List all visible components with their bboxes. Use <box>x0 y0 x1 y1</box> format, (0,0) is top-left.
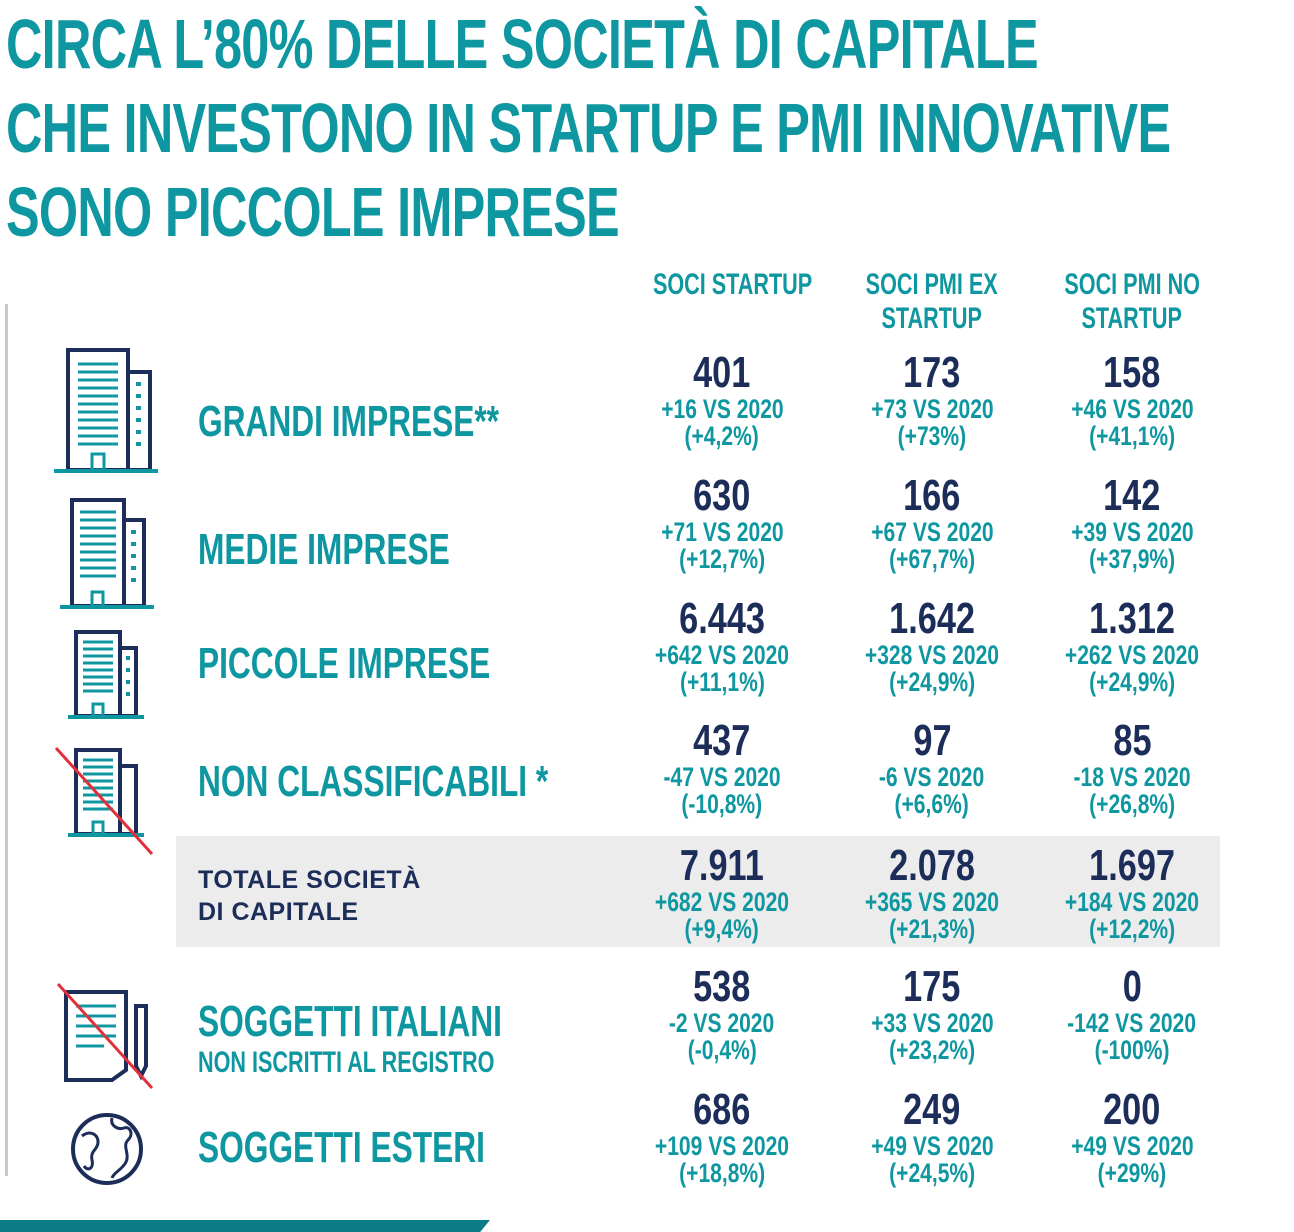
cell-pct: (+4,2%) <box>684 421 760 451</box>
cell-value: 538 <box>693 962 751 1011</box>
cell-non_class-col2 <box>822 718 1042 818</box>
cell-totale-col3 <box>1022 843 1242 943</box>
cell-value: 1.697 <box>1089 841 1175 890</box>
cell-change: -142 VS 2020 <box>1067 1008 1197 1038</box>
crossed-document-pen-icon <box>54 980 158 1092</box>
cell-value: 1.642 <box>889 594 975 643</box>
cell-italiani-col2 <box>822 964 1042 1064</box>
column-header-soci-pmi-no-startup: SOCI PMI NO STARTUP <box>1064 268 1200 335</box>
cell-pct: (+6,6%) <box>894 789 970 819</box>
cell-pct: (-0,4%) <box>687 1035 757 1065</box>
cell-change: +46 VS 2020 <box>1070 394 1194 424</box>
cell-esteri-col3 <box>1022 1087 1242 1187</box>
title-line-2: CHE INVESTONO IN STARTUP E PMI INNOVATIVE <box>6 89 1171 167</box>
cell-value: 85 <box>1112 716 1152 765</box>
medium-building-icon <box>58 496 158 612</box>
row-label-medie-imprese: MEDIE IMPRESE <box>198 525 450 574</box>
cell-grandi-col3 <box>1022 350 1242 450</box>
cell-pct: (-100%) <box>1094 1035 1170 1065</box>
cell-grandi-col2 <box>822 350 1042 450</box>
cell-pct: (+67,7%) <box>888 544 976 574</box>
row-label-totale: TOTALE SOCIETÀ DI CAPITALE <box>198 866 421 926</box>
row-label-piccole-imprese: PICCOLE IMPRESE <box>198 639 491 688</box>
cell-totale-col2 <box>822 843 1042 943</box>
cell-piccole-col2 <box>822 596 1042 696</box>
cell-value: 175 <box>903 962 961 1011</box>
row-label-soggetti-esteri: SOGGETTI ESTERI <box>198 1123 485 1172</box>
cell-change: +49 VS 2020 <box>870 1131 994 1161</box>
cell-pct: (-10,8%) <box>681 789 763 819</box>
cell-change: +67 VS 2020 <box>870 517 994 547</box>
bottom-accent-bar <box>0 1220 490 1232</box>
cell-change: +184 VS 2020 <box>1064 887 1200 917</box>
cell-change: +73 VS 2020 <box>870 394 994 424</box>
small-building-icon <box>66 628 148 722</box>
cell-pct: (+26,8%) <box>1088 789 1176 819</box>
page-title <box>6 2 1286 254</box>
left-divider <box>5 304 8 1176</box>
cell-pct: (+11,1%) <box>679 667 765 697</box>
row-sublabel-non-iscritti: NON ISCRITTI AL REGISTRO <box>198 1046 495 1079</box>
cell-pct: (+23,2%) <box>888 1035 976 1065</box>
title-line-3: SONO PICCOLE IMPRESE <box>6 173 619 251</box>
column-header-soci-startup: SOCI STARTUP <box>652 268 813 301</box>
cell-change: +39 VS 2020 <box>1070 517 1194 547</box>
cell-value: 200 <box>1103 1085 1161 1134</box>
cell-non_class-col1 <box>612 718 832 818</box>
cell-italiani-col3 <box>1022 964 1242 1064</box>
cell-value: 97 <box>912 716 952 765</box>
cell-value: 166 <box>903 471 961 520</box>
cell-change: +33 VS 2020 <box>870 1008 994 1038</box>
cell-value: 0 <box>1122 962 1142 1011</box>
cell-change: +682 VS 2020 <box>654 887 790 917</box>
cell-value: 437 <box>693 716 751 765</box>
large-building-icon <box>52 346 162 476</box>
cell-pct: (+24,5%) <box>888 1158 976 1188</box>
cell-medie-col3 <box>1022 473 1242 573</box>
cell-piccole-col3 <box>1022 596 1242 696</box>
cell-value: 401 <box>693 348 751 397</box>
row-label-non-classificabili: NON CLASSIFICABILI * <box>198 757 549 806</box>
cell-medie-col2 <box>822 473 1042 573</box>
cell-pct: (+29%) <box>1097 1158 1167 1188</box>
cell-pct: (+12,2%) <box>1088 914 1176 944</box>
cell-value: 7.911 <box>680 841 764 890</box>
cell-value: 158 <box>1103 348 1161 397</box>
cell-esteri-col1 <box>612 1087 832 1187</box>
cell-piccole-col1 <box>612 596 832 696</box>
cell-non_class-col3 <box>1022 718 1242 818</box>
cell-value: 249 <box>903 1085 961 1134</box>
cell-value: 173 <box>903 348 961 397</box>
column-header-soci-pmi-ex-startup: SOCI PMI EX STARTUP <box>865 268 999 335</box>
cell-pct: (+12,7%) <box>678 544 766 574</box>
cell-medie-col1 <box>612 473 832 573</box>
cell-value: 142 <box>1103 471 1161 520</box>
cell-change: +71 VS 2020 <box>660 517 784 547</box>
title-line-1: CIRCA L’80% DELLE SOCIETÀ DI CAPITALE <box>6 5 1038 83</box>
cell-pct: (+41,1%) <box>1088 421 1176 451</box>
cell-change: -18 VS 2020 <box>1073 762 1191 792</box>
cell-totale-col1 <box>612 843 832 943</box>
cell-value: 2.078 <box>889 841 975 890</box>
cell-esteri-col2 <box>822 1087 1042 1187</box>
cell-pct: (+73%) <box>897 421 967 451</box>
globe-icon <box>68 1110 146 1188</box>
cell-italiani-col1 <box>612 964 832 1064</box>
cell-pct: (+37,9%) <box>1088 544 1176 574</box>
cell-change: +328 VS 2020 <box>864 640 1000 670</box>
cell-change: +16 VS 2020 <box>660 394 784 424</box>
cell-value: 6.443 <box>679 594 765 643</box>
cell-grandi-col1 <box>612 350 832 450</box>
cell-value: 1.312 <box>1089 594 1175 643</box>
cell-value: 686 <box>693 1085 751 1134</box>
cell-value: 630 <box>693 471 751 520</box>
cell-pct: (+9,4%) <box>684 914 760 944</box>
cell-change: +365 VS 2020 <box>864 887 1000 917</box>
cell-pct: (+21,3%) <box>888 914 976 944</box>
cell-pct: (+18,8%) <box>678 1158 766 1188</box>
cell-pct: (+24,9%) <box>888 667 976 697</box>
cell-change: +109 VS 2020 <box>654 1131 790 1161</box>
cell-change: +49 VS 2020 <box>1070 1131 1194 1161</box>
cell-pct: (+24,9%) <box>1088 667 1176 697</box>
cell-change: +642 VS 2020 <box>654 640 790 670</box>
cell-change: -47 VS 2020 <box>663 762 781 792</box>
cell-change: -2 VS 2020 <box>669 1008 775 1038</box>
row-label-soggetti-italiani: SOGGETTI ITALIANI <box>198 997 502 1046</box>
cell-change: +262 VS 2020 <box>1064 640 1200 670</box>
cell-change: -6 VS 2020 <box>879 762 985 792</box>
row-label-grandi-imprese: GRANDI IMPRESE** <box>198 397 500 446</box>
crossed-building-icon <box>52 744 156 858</box>
